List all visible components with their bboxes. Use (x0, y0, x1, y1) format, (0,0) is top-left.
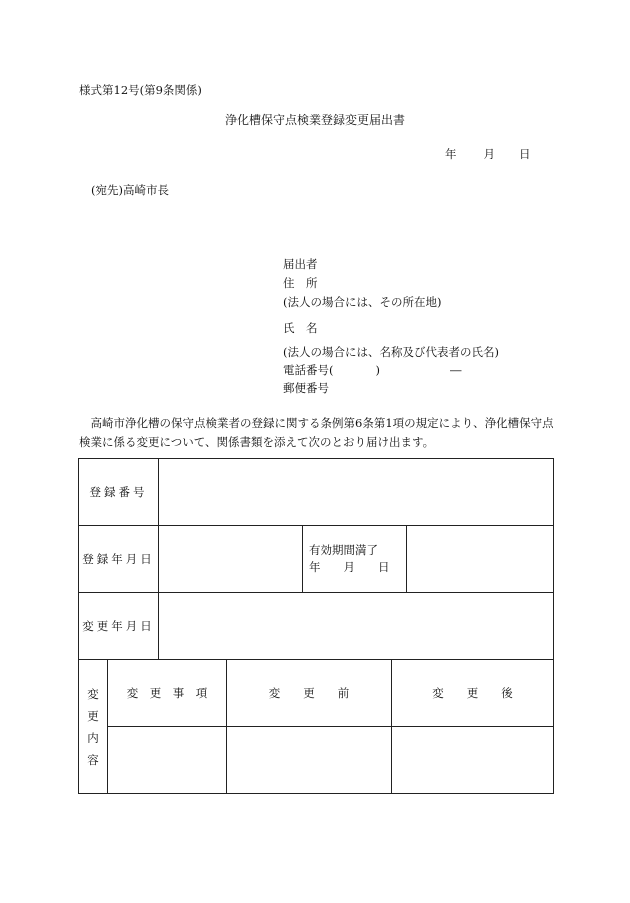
notifier-label: 届出者 (283, 257, 318, 271)
body-text: 高崎市浄化槽の保守点検業者の登録に関する条例第6条第1項の規定により、浄化槽保守点検業に係る変更について、関係書類を添えて次のとおり届け出ます。 (79, 416, 554, 449)
validity-field[interactable] (407, 526, 554, 593)
address-note: (法人の場合には、その所在地) (283, 295, 442, 309)
phone-close: ) (375, 363, 380, 377)
change-date-field[interactable] (159, 593, 554, 660)
column-after-header: 変 更 後 (392, 660, 554, 727)
addressee: (宛先)高崎市長 (91, 183, 169, 197)
document-title: 浄化槽保守点検業登録変更届出書 (224, 113, 405, 127)
registration-date-label: 登録年月日 (79, 526, 159, 593)
change-content-label: 変 更 内 容 (79, 660, 108, 794)
address-label: 住 所 (283, 276, 318, 290)
change-before-field[interactable] (227, 727, 392, 794)
column-before-header: 変 更 前 (227, 660, 392, 727)
change-item-field[interactable] (108, 727, 227, 794)
form-number: 様式第12号(第9条関係) (79, 83, 202, 97)
validity-label: 有効期間満了 (309, 543, 378, 557)
date-day: 日 (519, 147, 531, 161)
change-after-field[interactable] (392, 727, 554, 794)
date-line (445, 146, 531, 162)
name-note: (法人の場合には、名称及び代表者の氏名) (283, 345, 499, 359)
validity-date: 年 月 日 (309, 560, 390, 574)
phone-line (283, 362, 462, 378)
change-form-table (78, 458, 554, 794)
registration-number-field[interactable] (159, 459, 554, 526)
change-date-label: 変更年月日 (79, 593, 159, 660)
validity-cell (303, 526, 407, 593)
registration-number-label: 登録番号 (79, 459, 159, 526)
date-month: 月 (483, 147, 495, 161)
phone-dash: ― (450, 363, 462, 377)
phone-label: 電話番号( (283, 363, 334, 377)
name-label: 氏 名 (283, 321, 318, 335)
date-year: 年 (445, 147, 457, 161)
column-item-header: 変 更 事 項 (108, 660, 227, 727)
registration-date-field[interactable] (159, 526, 303, 593)
postal-label: 郵便番号 (283, 381, 329, 395)
